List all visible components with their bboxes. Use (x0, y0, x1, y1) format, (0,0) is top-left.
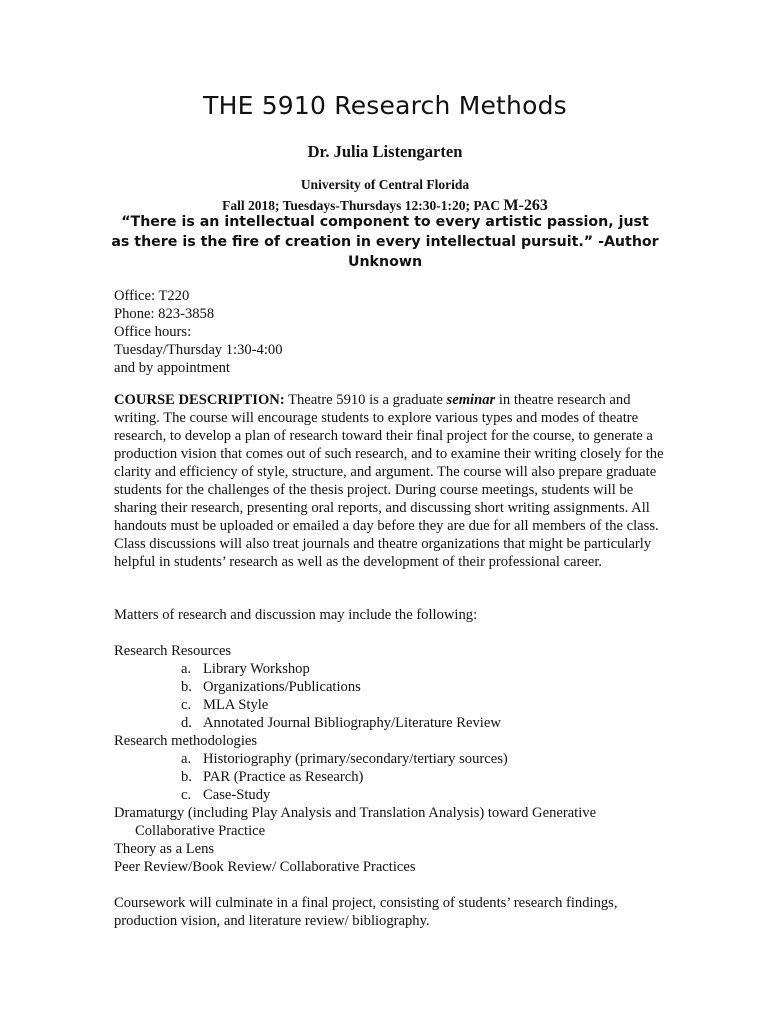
office-info (114, 287, 674, 377)
matters-intro: Matters of research and discussion may include the following: (114, 607, 478, 623)
topics-list (114, 642, 674, 876)
list-item: d. Annotated Journal Bibliography/Literature Review (181, 715, 501, 731)
topic-dramaturgy: Dramaturgy (including Play Analysis and Translation Analysis) toward Generative (114, 805, 597, 821)
course-description-label: COURSE DESCRIPTION: (114, 392, 285, 408)
list-item: c. MLA Style (181, 697, 269, 713)
course-description (114, 391, 666, 571)
coursework-summary: Coursework will culminate in a final project, consisting of students’ research findings, production vision, and literature review/ bibliography. (114, 895, 618, 929)
topic-research-methodologies: Research methodologies (114, 733, 258, 749)
course-description-text-1: Theatre 5910 is a graduate (284, 392, 447, 408)
list-item: b. Organizations/Publications (181, 679, 361, 695)
term-text: Fall 2018; Tuesdays-Thursdays 12:30-1:20; PAC (222, 198, 504, 213)
list-item: b. PAR (Practice as Research) (181, 769, 364, 785)
topic-peer-review: Peer Review/Book Review/ Collaborative Practices (114, 859, 416, 875)
course-title: THE 5910 Research Methods (203, 91, 567, 120)
office-hours-label: Office hours: (114, 324, 192, 340)
list-item: a. Library Workshop (181, 661, 310, 677)
epigraph-quote: “There is an intellectual component to every artistic passion, just as there is the fire of creation in every intellectual pursuit.” -Author Unknown (111, 214, 659, 270)
course-description-emphasis: seminar (446, 392, 496, 408)
list-item: c. Case-Study (181, 787, 271, 803)
topic-theory: Theory as a Lens (114, 841, 215, 857)
office-location: Office: T220 (114, 288, 190, 304)
office-phone: Phone: 823-3858 (114, 306, 215, 322)
course-description-text-2: in theatre research and writing. The course will encourage students to explore various types and modes of theatre research, to develop a plan of research toward their final project for the course, to generate a production vision that comes out of such research, and to examine their writing closely for the clarity and efficiency of style, structure, and argument. The course will also prepare graduate students for the challenges of the thesis project. During course meetings, students will be sharing their research, presenting oral reports, and discussing short writing assignments. All handouts must be uploaded or emailed a day before they are due for all members of the class. Class discussions will also treat journals and theatre organizations that might be particularly helpful in students’ research as well as the development of their professional career. (114, 392, 664, 570)
list-item: a. Historiography (primary/secondary/tertiary sources) (181, 751, 508, 767)
topic-dramaturgy-continued: Collaborative Practice (135, 823, 266, 839)
room-number: M-263 (503, 197, 548, 214)
university-name: University of Central Florida (300, 177, 470, 192)
topic-research-resources: Research Resources (114, 643, 232, 659)
instructor-name: Dr. Julia Listengarten (307, 142, 463, 161)
office-hours: Tuesday/Thursday 1:30-4:00 (114, 342, 283, 358)
office-appointment: and by appointment (114, 360, 230, 376)
